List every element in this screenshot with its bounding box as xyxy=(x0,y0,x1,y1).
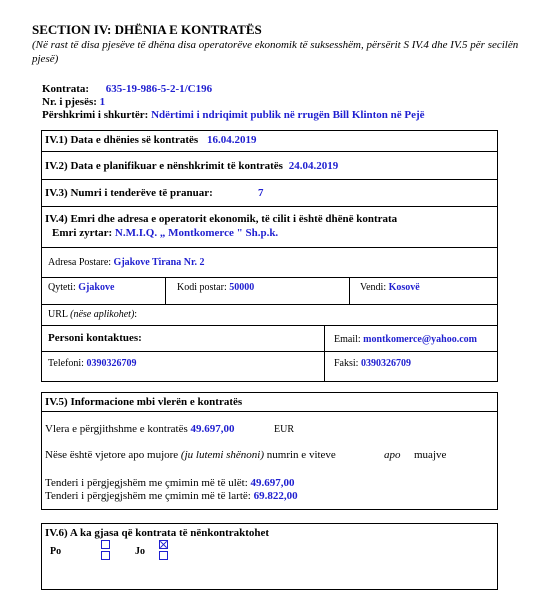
description-label: Përshkrimi i shkurtër: xyxy=(42,109,149,121)
part-value: 1 xyxy=(99,96,106,108)
total-value: 49.697,00 xyxy=(190,423,235,435)
multiyear-row xyxy=(45,449,336,461)
iv1-value: 16.04.2019 xyxy=(206,134,257,146)
iv5-box xyxy=(41,392,498,510)
fax-label: Faksi: xyxy=(334,358,359,369)
official-name-row xyxy=(52,227,278,239)
contract-line xyxy=(42,83,212,95)
iv2-row xyxy=(45,160,338,172)
po-label: Po xyxy=(50,546,62,557)
lowest-row xyxy=(45,477,295,489)
total-label: Vlera e përgjithshme e kontratës xyxy=(45,423,188,435)
phone-value: 0390326709 xyxy=(86,358,137,369)
postal-value: 50000 xyxy=(229,282,255,293)
iv2-value: 24.04.2019 xyxy=(288,160,339,172)
section-title: SECTION IV: DHËNIA E KONTRATËS xyxy=(32,22,262,37)
part-label: Nr. i pjesës: xyxy=(42,96,97,108)
description-value: Ndërtimi i ndriqimit publik në rrugën Bill Klinton në Pejë xyxy=(151,109,425,121)
contact-label: Personi kontaktues: xyxy=(48,332,142,344)
iv3-row xyxy=(45,187,213,199)
part-line xyxy=(42,96,105,108)
iv3-value: 7 xyxy=(258,187,264,199)
place-cell xyxy=(360,282,420,293)
po-checkbox-top[interactable] xyxy=(101,540,110,549)
place-value: Kosovë xyxy=(388,282,420,293)
email-value: montkomerce@yahoo.com xyxy=(363,334,477,345)
iv1-row xyxy=(45,134,256,146)
total-row xyxy=(45,423,235,435)
highest-label: Tenderi i përgjegjshëm me çmimin më të lartë: xyxy=(45,490,251,502)
city-label: Qyteti: xyxy=(48,282,76,293)
lowest-value: 49.697,00 xyxy=(250,477,295,489)
iv1-iv4-table xyxy=(41,130,498,382)
jo-label: Jo xyxy=(135,546,145,557)
highest-row xyxy=(45,490,298,502)
fax-value: 0390326709 xyxy=(360,358,411,369)
url-note: (nëse aplikohet) xyxy=(70,309,135,320)
email-label: Email: xyxy=(334,334,361,345)
iv1-label: IV.1) Data e dhënies së kontratës xyxy=(45,134,199,146)
address-row xyxy=(48,257,204,268)
description-line xyxy=(42,109,425,121)
fax-cell xyxy=(334,358,411,369)
official-name-label: Emri zyrtar: xyxy=(52,227,113,239)
phone-cell xyxy=(48,358,136,369)
section-note: (Në rast të disa pjesëve të dhëna disa operatorëve ekonomik të suksesshëm, përsërit S IV.4 dhe IV.5 për secilën pjesë) xyxy=(32,39,519,65)
contract-label: Kontrata: xyxy=(42,83,90,95)
multiyear-post: numrin e viteve xyxy=(266,449,336,461)
iv3-label: IV.3) Numri i tenderëve të pranuar: xyxy=(45,187,213,199)
postal-cell xyxy=(177,282,254,293)
url-row xyxy=(48,309,137,320)
iv5-label: IV.5) Informacione mbi vlerën e kontratës xyxy=(45,396,243,408)
po-checkbox[interactable] xyxy=(101,551,110,560)
url-suffix: : xyxy=(134,309,138,320)
multiyear-months: muajve xyxy=(414,449,447,461)
jo-checkbox-checked[interactable] xyxy=(159,540,168,549)
multiyear-or: apo xyxy=(384,449,401,461)
city-cell xyxy=(48,282,114,293)
postal-label: Kodi postar: xyxy=(177,282,227,293)
iv2-label: IV.2) Data e planifikuar e nënshkrimit të kontratës xyxy=(45,160,283,172)
iv6-box xyxy=(41,523,498,590)
place-label: Vendi: xyxy=(360,282,387,293)
lowest-label: Tenderi i përgjegjshëm me çmimin më të ulët: xyxy=(45,477,248,489)
jo-checkbox[interactable] xyxy=(159,551,168,560)
multiyear-note: (ju lutemi shënoni) xyxy=(180,449,265,461)
highest-value: 69.822,00 xyxy=(253,490,298,502)
email-cell xyxy=(334,334,477,345)
contract-value: 635-19-986-5-2-1/C196 xyxy=(105,83,213,95)
city-value: Gjakove xyxy=(78,282,115,293)
official-name-value: N.M.I.Q. „ Montkomerce " Sh.p.k. xyxy=(114,227,279,239)
multiyear-pre: Nëse është vjetore apo mujore xyxy=(45,449,179,461)
address-value: Gjakove Tirana Nr. 2 xyxy=(113,257,205,268)
iv4-label: IV.4) Emri dhe adresa e operatorit ekonomik, të cilit i është dhënë kontrata xyxy=(45,213,398,225)
iv6-label: IV.6) A ka gjasa që kontrata të nënkontraktohet xyxy=(45,527,270,539)
phone-label: Telefoni: xyxy=(48,358,84,369)
url-label: URL xyxy=(48,309,68,320)
currency: EUR xyxy=(274,424,294,435)
address-label: Adresa Postare: xyxy=(48,257,112,268)
